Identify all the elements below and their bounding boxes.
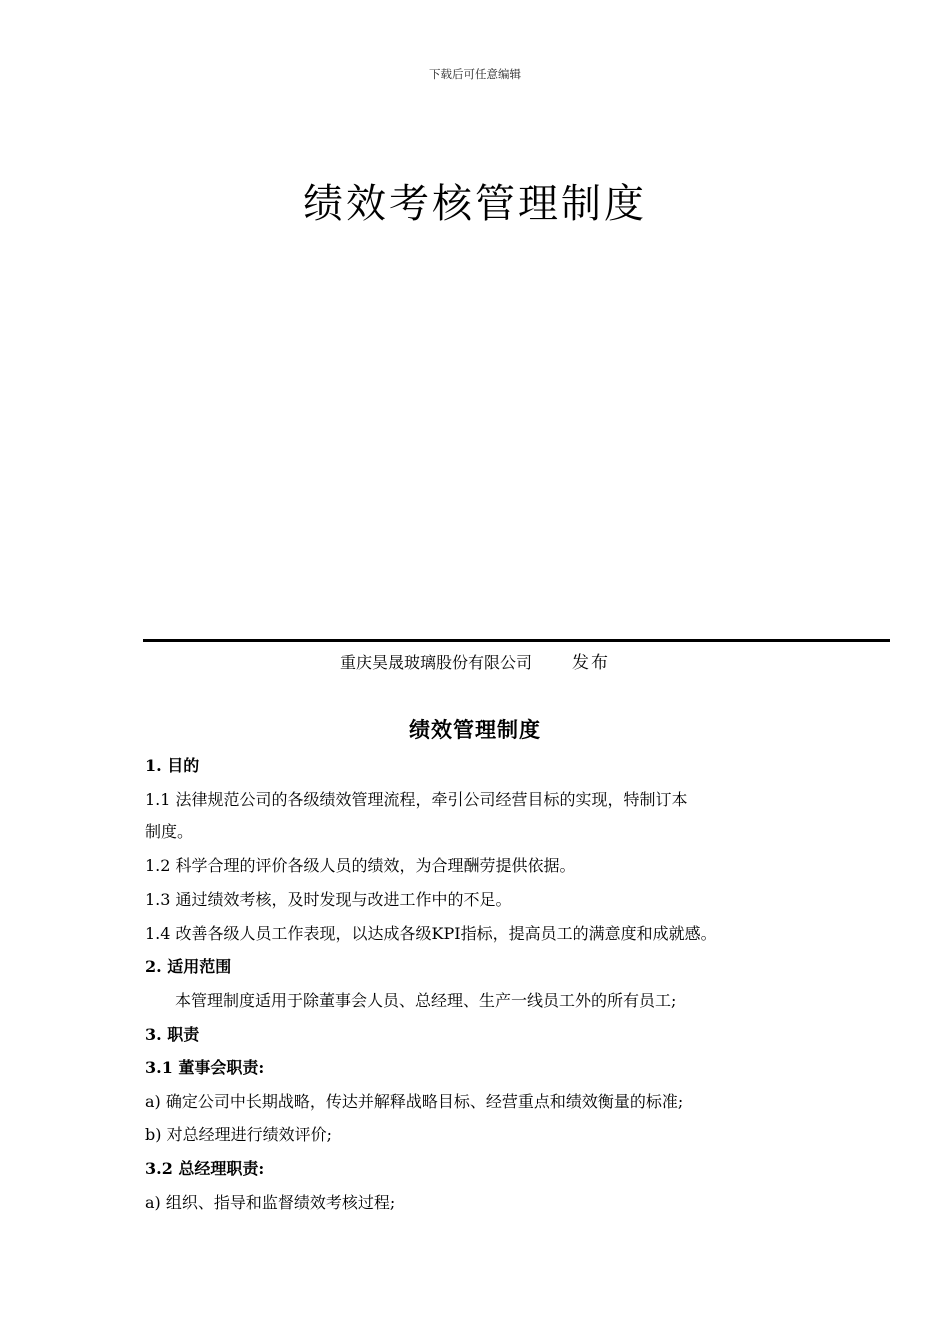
cover-title: 绩效考核管理制度 — [303, 181, 647, 227]
cover-divider — [143, 639, 890, 642]
section-1-2: 1.2 科学合理的评价各级人员的绩效，为合理酬劳提供依据。 — [145, 856, 576, 875]
publisher-line — [0, 648, 950, 673]
document-title: 绩效管理制度 — [409, 717, 541, 742]
section-3-2-item-a: a) 组织、指导和监督绩效考核过程; — [145, 1193, 396, 1212]
section-1-1-line2: 制度。 — [145, 822, 194, 841]
section-1-heading: 1. 目的 — [145, 756, 200, 775]
section-1-1-line1: 1.1 法律规范公司的各级绩效管理流程，牵引公司经营目标的实现，特制订本 — [145, 790, 688, 809]
section-3-1-item-a: a) 确定公司中长期战略，传达并解释战略目标、经营重点和绩效衡量的标准; — [145, 1092, 684, 1111]
section-2-heading: 2. 适用范围 — [145, 957, 232, 976]
header-note: 下载后可任意编辑 — [429, 67, 521, 81]
publisher-name: 重庆昊晟玻璃股份有限公司 — [339, 653, 532, 672]
section-3-1-item-b: b) 对总经理进行绩效评价; — [145, 1125, 332, 1144]
section-3-2-heading: 3.2 总经理职责: — [145, 1159, 265, 1178]
section-1-3: 1.3 通过绩效考核，及时发现与改进工作中的不足。 — [145, 890, 512, 909]
publisher-issue: 发布 — [572, 653, 610, 673]
section-3-1-heading: 3.1 董事会职责: — [145, 1058, 265, 1077]
section-1-4: 1.4 改善各级人员工作表现，以达成各级KPI指标，提高员工的满意度和成就感。 — [145, 924, 717, 943]
section-3-heading: 3. 职责 — [145, 1025, 200, 1044]
section-2-text: 本管理制度适用于除董事会人员、总经理、生产一线员工外的所有员工; — [175, 991, 677, 1010]
